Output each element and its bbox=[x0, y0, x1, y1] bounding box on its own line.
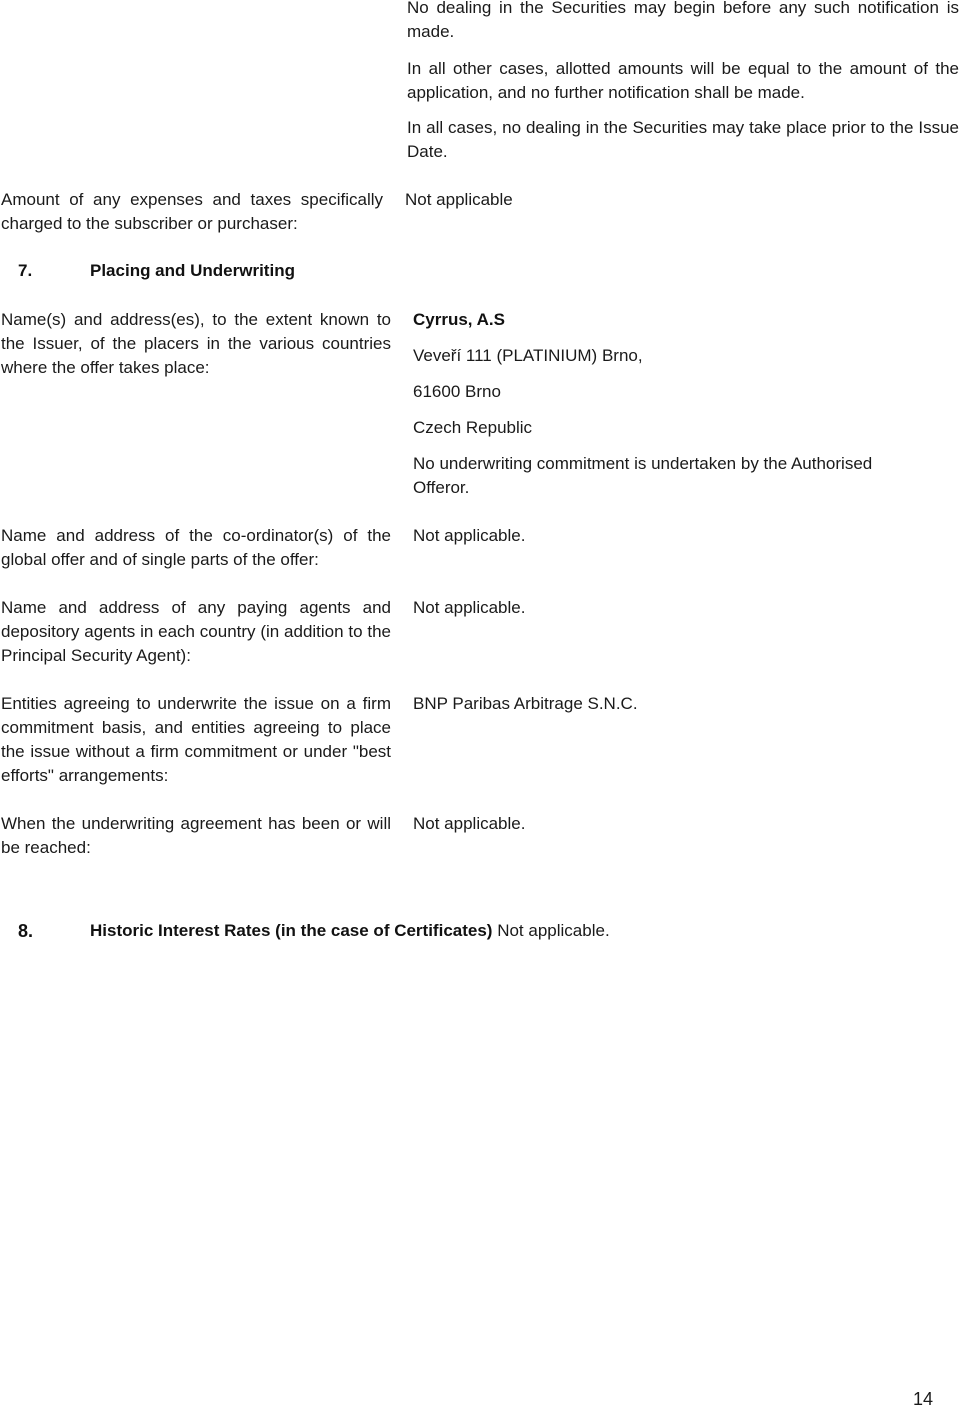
placer-underwriting-note: No underwriting commitment is undertaken by the Authorised Offeror. bbox=[413, 454, 873, 497]
notification-paragraph: No dealing in the Securities may begin before any such notification is made. bbox=[407, 0, 959, 41]
section-7-number: 7. bbox=[18, 261, 33, 280]
section-7-title: Placing and Underwriting bbox=[90, 261, 295, 280]
paying-agents-value: Not applicable. bbox=[413, 598, 526, 617]
underwriters-label: Entities agreeing to underwrite the issue on a firm commitment basis, and entities agreeing to place the issue without a firm commitment or under "best efforts" arrangements: bbox=[1, 694, 391, 785]
agreement-value: Not applicable. bbox=[413, 814, 526, 833]
section-8-value: Not applicable. bbox=[497, 921, 610, 940]
expenses-value: Not applicable bbox=[405, 190, 513, 209]
agreement-label: When the underwriting agreement has been or will be reached: bbox=[1, 814, 391, 857]
coordinator-value: Not applicable. bbox=[413, 526, 526, 545]
underwriters-value: BNP Paribas Arbitrage S.N.C. bbox=[413, 694, 638, 713]
placer-name: Cyrrus, A.S bbox=[413, 310, 505, 329]
all-cases-paragraph: In all cases, no dealing in the Securities may take place prior to the Issue Date. bbox=[407, 118, 959, 161]
paying-agents-label: Name and address of any paying agents and depository agents in each country (in addition to the Principal Security Agent): bbox=[1, 598, 391, 665]
expenses-label: Amount of any expenses and taxes specifically charged to the subscriber or purchaser: bbox=[1, 190, 383, 233]
placer-country: Czech Republic bbox=[413, 418, 533, 437]
section-8-title: Historic Interest Rates (in the case of Certificates) bbox=[90, 921, 493, 940]
section-8-number: 8. bbox=[18, 921, 34, 941]
other-cases-paragraph: In all other cases, allotted amounts will be equal to the amount of the application, and no further notification shall be made. bbox=[407, 59, 959, 102]
placers-label: Name(s) and address(es), to the extent known to the Issuer, of the placers in the various countries where the offer takes place: bbox=[1, 310, 391, 377]
placer-address-line-2: 61600 Brno bbox=[413, 382, 501, 401]
section-8-line bbox=[90, 919, 610, 943]
coordinator-label: Name and address of the co-ordinator(s) of the global offer and of single parts of the offer: bbox=[1, 526, 391, 569]
placer-address-line-1: Veveří 111 (PLATINIUM) Brno, bbox=[413, 346, 643, 365]
page-number: 14 bbox=[913, 1389, 934, 1409]
